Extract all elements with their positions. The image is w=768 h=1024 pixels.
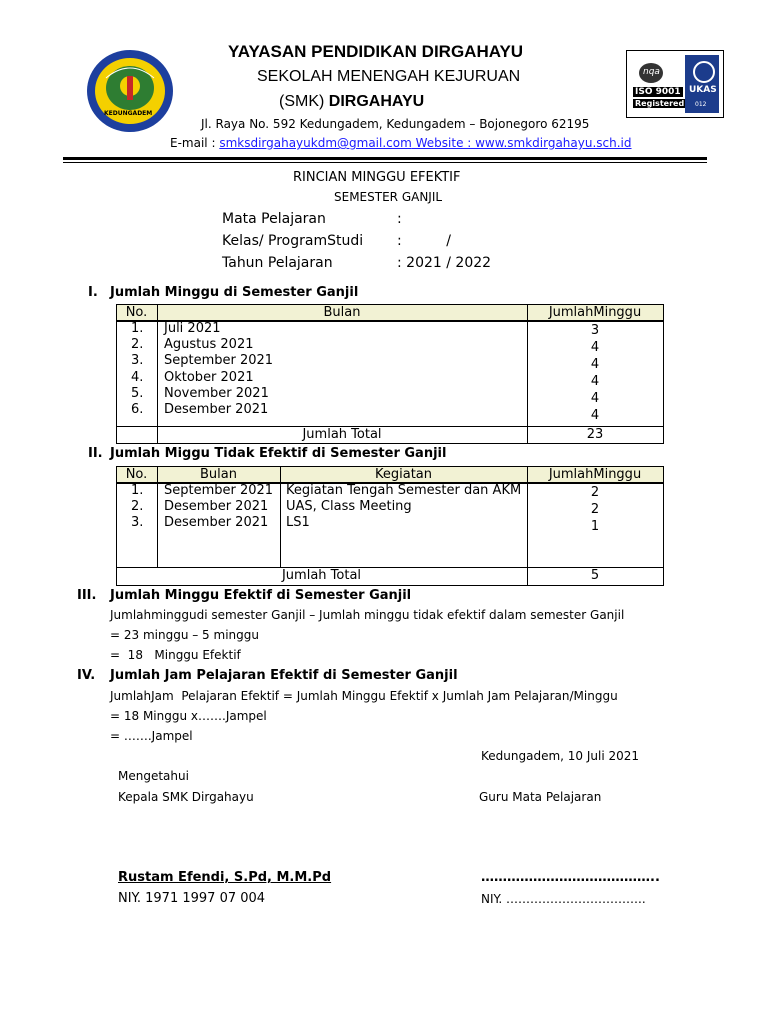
table-row-kegiatan: UAS, Class Meeting [286,499,412,514]
section-1-title: Jumlah Minggu di Semester Ganjil [110,285,359,300]
school-name: DIRGAHAYU [328,93,425,110]
foundation-name: YAYASAN PENDIDIKAN DIRGAHAYU [228,42,524,61]
section-3-line-3: = 18 Minggu Efektif [110,648,241,662]
ukas-text: UKAS [689,85,717,95]
table-ne-header-kegiatan: Kegiatan [374,467,432,482]
table-row-jumlah: 2 [590,502,600,517]
school-address: Jl. Raya No. 592 Kedungadem, Kedungadem – Bojonegoro 62195 [201,117,590,131]
table-weeks-total-label: Jumlah Total [302,427,382,442]
table-ne-header-jumlah: JumlahMinggu [548,467,642,482]
school-logo [86,48,174,134]
table-row-bulan: Desember 2021 [164,499,269,514]
table-ne-header-no: No. [125,467,148,482]
info-label-mapel: Mata Pelajaran [222,211,326,227]
header-divider-thin [63,162,707,163]
iso-9001-text: ISO 9001 [635,87,681,97]
place-date: Kedungadem, 10 Juli 2021 [481,749,640,763]
table-row-jumlah: 4 [590,340,600,355]
table-row-no: 6. [131,402,144,417]
section-4-title: Jumlah Jam Pelajaran Efektif di Semester Ganjil [110,668,458,683]
info-label-tahun: Tahun Pelajaran [222,255,333,271]
section-3-title: Jumlah Minggu Efektif di Semester Ganjil [110,588,412,603]
table-weeks-header-bulan: Bulan [323,305,361,320]
website-link[interactable]: Website : www.smkdirgahayu.sch.id [411,136,632,150]
info-value-tahun: : 2021 / 2022 [397,255,492,271]
table-row-no: 3. [131,353,144,368]
table-row-kegiatan: Kegiatan Tengah Semester dan AKM [286,483,522,498]
section-2-title: Jumlah Miggu Tidak Efektif di Semester Ganjil [110,446,447,461]
table-ne-header-bulan: Bulan [200,467,237,482]
table-row-no: 3. [131,515,144,530]
section-3-number: III. [77,588,97,603]
email-link[interactable]: smksdirgahayukdm@gmail.com [219,136,412,150]
table-row-jumlah: 4 [590,357,600,372]
teacher-niy-placeholder: NIY. …………………………….. [481,892,646,906]
table-row-jumlah: 4 [590,374,600,389]
table-weeks-header-jumlah: JumlahMinggu [548,305,642,320]
table-row-no: 1. [131,321,144,336]
school-logo-text: KEDUNGADEM [104,110,153,117]
table-row-jumlah: 4 [590,391,600,406]
table-row-bulan: September 2021 [164,483,274,498]
iso-certification-logo [626,50,724,118]
table-row-jumlah: 4 [590,408,600,423]
table-row-bulan: November 2021 [164,386,269,401]
section-3-line-1: Jumlahminggudi semester Ganjil – Jumlah minggu tidak efektif dalam semester Ganjil [110,608,625,622]
iso-registered-text: Registered [635,99,685,108]
table-row-kegiatan: LS1 [286,515,310,530]
nqa-text: nqa [643,67,660,77]
email-label: E-mail : [170,136,216,150]
crown-icon [693,61,715,83]
table-row-bulan: Agustus 2021 [164,337,254,352]
table-row-bulan: Desember 2021 [164,402,269,417]
section-4-line-1: JumlahJam Pelajaran Efektif = Jumlah Minggu Efektif x Jumlah Jam Pelajaran/Minggu [110,689,618,703]
table-row-jumlah: 3 [590,323,600,338]
table-row-no: 5. [131,386,144,401]
contact-line [170,136,632,150]
headmaster-name: Rustam Efendi, S.Pd, M.M.Pd [118,870,332,885]
table-row-jumlah: 2 [590,485,600,500]
section-1-number: I. [88,285,98,300]
sig-left-line-1: Mengetahui [118,769,189,783]
table-row-no: 2. [131,499,144,514]
school-prefix: (SMK) [279,93,325,110]
table-row-no: 2. [131,337,144,352]
table-ne-total-label: Jumlah Total [281,568,362,583]
header-divider-thick [63,157,707,160]
table-row-bulan: Desember 2021 [164,515,269,530]
table-row-bulan: September 2021 [164,353,274,368]
school-type: SEKOLAH MENENGAH KEJURUAN [257,68,521,85]
section-4-line-3: = …….Jampel [110,729,193,743]
document-title: RINCIAN MINGGU EFEKTIF [293,170,461,185]
table-row-bulan: Oktober 2021 [164,370,254,385]
table-weeks-header-no: No. [125,305,148,320]
ukas-number: 012 [695,101,707,108]
document-subtitle: SEMESTER GANJIL [334,190,443,204]
info-label-kelas: Kelas/ ProgramStudi [222,233,364,249]
section-4-line-2: = 18 Minggu x…….Jampel [110,709,267,723]
info-value-mapel: : [397,211,402,227]
info-value-kelas: : / [397,233,451,249]
school-name-line [279,93,424,111]
table-row-bulan: Juli 2021 [164,321,221,336]
sig-right-line-2: Guru Mata Pelajaran [479,790,602,804]
section-4-number: IV. [77,668,96,683]
section-3-line-2: = 23 minggu – 5 minggu [110,628,259,642]
section-2-number: II. [88,446,103,461]
table-row-no: 1. [131,483,144,498]
table-weeks-total: 23 [586,427,604,442]
sig-left-line-2: Kepala SMK Dirgahayu [118,790,254,804]
table-row-no: 4. [131,370,144,385]
teacher-name-placeholder: ………………………………….. [481,870,660,885]
table-row-jumlah: 1 [590,519,600,534]
table-ne-total: 5 [590,568,600,583]
headmaster-niy: NIY. 1971 1997 07 004 [118,891,266,906]
